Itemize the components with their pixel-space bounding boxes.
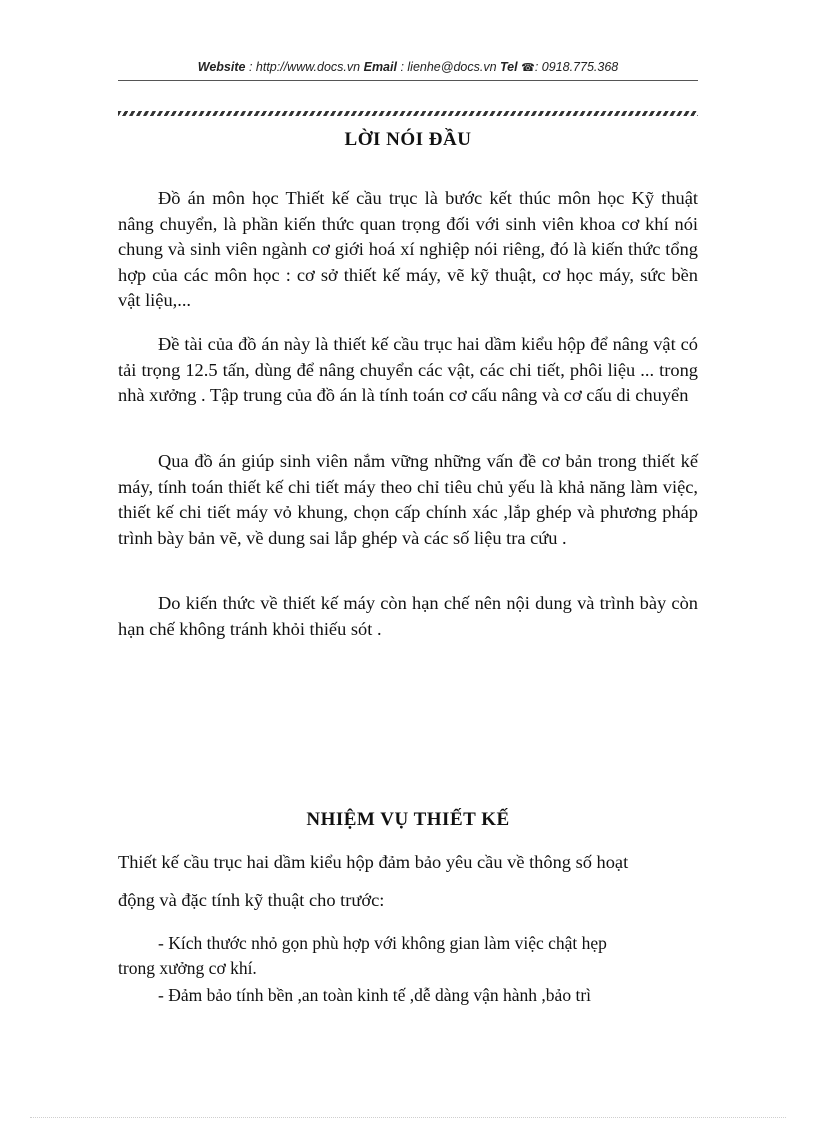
task-title: NHIỆM VỤ THIẾT KẾ <box>306 809 510 830</box>
task-line-1: Thiết kế cầu trục hai dầm kiểu hộp đảm bảo yêu cầu về thông số hoạt <box>118 852 629 872</box>
tel-label: Tel <box>500 60 518 74</box>
task-bullet-1-cont: trong xưởng cơ khí. <box>118 958 257 978</box>
tel-value: : 0918.775.368 <box>534 60 619 74</box>
page-header <box>118 60 698 74</box>
preface-paragraph-4: Do kiến thức về thiết kế máy còn hạn chế nên nội dung và trình bày còn hạn chế không tránh khỏi thiếu sót . <box>118 593 698 639</box>
phone-icon: ☎ <box>521 62 535 74</box>
preface-paragraph-1: Đồ án môn học Thiết kế cầu trục là bước kết thúc môn học Kỹ thuật nâng chuyển, là phần kiến thức quan trọng đối với sinh viên khoa cơ khí nói chung và sinh viên ngành cơ giới hoá xí nghiệp nói riêng, đó là kiến thức tổng hợp của các môn học : cơ sở thiết kế máy, vẽ kỹ thuật, cơ học máy, sức bền vật liệu,... <box>118 188 698 310</box>
header-divider <box>118 80 698 81</box>
preface-title: LỜI NÓI ĐẦU <box>344 129 472 150</box>
footer-dotted-line <box>30 1117 786 1118</box>
task-bullet-1: - Kích thước nhỏ gọn phù hợp với không gian làm việc chật hẹp <box>158 933 607 953</box>
email-value[interactable]: : lienhe@docs.vn <box>400 60 497 74</box>
preface-paragraph-2: Đề tài của đồ án này là thiết kế cầu trục hai dầm kiểu hộp để nâng vật có tải trọng 12.5 tấn, dùng để nâng chuyển các vật, các chi tiết, phôi liệu ... trong nhà xưởng . Tập trung của đồ án là tính toán cơ cấu nâng và cơ cấu di chuyển <box>118 334 698 405</box>
email-label: Email <box>363 60 397 74</box>
task-bullet-2: - Đảm bảo tính bền ,an toàn kinh tế ,dễ dàng vận hành ,bảo trì <box>158 985 592 1005</box>
decorative-divider <box>118 111 698 116</box>
preface-paragraph-3: Qua đồ án giúp sinh viên nắm vững những vấn đề cơ bản trong thiết kế máy, tính toán thiết kế chi tiết máy theo chỉ tiêu chủ yếu là khả năng làm việc, thiết kế chi tiết máy vỏ khung, chọn cấp chính xác ,lắp ghép và phương pháp trình bày bản vẽ, về dung sai lắp ghép và các số liệu tra cứu . <box>118 451 698 548</box>
website-label: Website <box>197 60 246 74</box>
task-line-2: động và đặc tính kỹ thuật cho trước: <box>118 890 385 910</box>
website-value[interactable]: : http://www.docs.vn <box>248 60 361 74</box>
